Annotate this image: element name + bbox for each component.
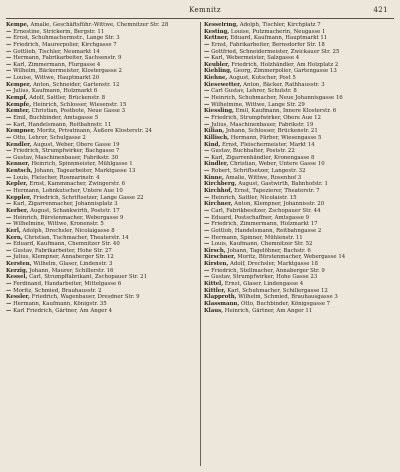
directory-entry xyxy=(204,102,396,108)
entry-surname: Kiessling, xyxy=(204,108,234,115)
entry-surname: — xyxy=(6,201,12,208)
entry-surname: — xyxy=(204,101,210,108)
directory-entry xyxy=(6,55,198,61)
directory-entry xyxy=(204,301,396,307)
directory-entry xyxy=(204,221,396,227)
entry-details: August, Gastwirth, Bahnhofstr. 1 xyxy=(238,181,328,188)
entry-surname: Kirchner, xyxy=(204,201,233,208)
directory-entry xyxy=(204,55,396,61)
entry-surname: Kern, xyxy=(6,234,23,241)
directory-entry xyxy=(204,148,396,154)
entry-details: Moritz, Privatmann, Äußere Klosterstr. 24 xyxy=(36,128,152,135)
entry-surname: — xyxy=(204,274,210,281)
entry-surname: Kessler, xyxy=(6,294,30,301)
entry-surname: Kerzig, xyxy=(6,267,28,274)
entry-surname: — xyxy=(6,75,12,82)
entry-details: Louise, Putzmacherin, Neugasse 1 xyxy=(230,28,326,35)
directory-entry xyxy=(204,35,396,41)
entry-surname: Kessel, xyxy=(6,274,28,281)
directory-entry xyxy=(6,122,198,128)
directory-entry xyxy=(6,175,198,181)
directory-entry xyxy=(204,128,396,134)
entry-surname: Kempe, xyxy=(6,22,29,28)
directory-entry xyxy=(6,195,198,201)
directory-entry xyxy=(204,161,396,167)
entry-details: Carl Gustav, Lehrer, Schulstr. 8 xyxy=(211,88,297,95)
entry-surname: — xyxy=(204,154,210,161)
entry-surname: Kirsten, xyxy=(204,261,229,268)
entry-details: Karl, Schuhmacher, Schillergasse 12 xyxy=(227,287,328,294)
directory-entry xyxy=(204,49,396,55)
entry-surname: — xyxy=(6,300,12,307)
entry-surname: — xyxy=(6,221,12,228)
directory-entry xyxy=(6,88,198,94)
directory-entry xyxy=(204,22,396,28)
entry-surname: — xyxy=(6,148,12,155)
entry-details: Julius, Maschinenbauer, Fabrikstr. 19 xyxy=(211,121,314,128)
entry-details: Julius, Kaufmann, Holzmarkt 6 xyxy=(13,88,98,95)
entry-surname: — xyxy=(6,254,12,261)
entry-surname: Kiesewetter, xyxy=(204,81,242,88)
entry-details: Emil, Buchbinder, Amtsgasse 5 xyxy=(13,114,99,121)
entry-surname: — xyxy=(6,35,12,42)
entry-details: Adolf, Sattler, Brückenstr. 8 xyxy=(29,95,106,102)
entry-surname: — xyxy=(204,234,210,241)
entry-details: Karl, Webermeister, Salzgasse 4 xyxy=(211,55,300,62)
directory-entry xyxy=(204,115,396,121)
directory-entry xyxy=(6,301,198,307)
entry-surname: — xyxy=(6,41,12,48)
directory-entry xyxy=(204,281,396,287)
entry-surname: Kittler, xyxy=(204,287,226,294)
entry-details: Heinrich, Spinnmeister, Mühlgasse 1 xyxy=(31,161,133,168)
entry-details: Anton, Klempner, Johannisstr. 20 xyxy=(234,201,325,208)
directory-entry xyxy=(6,62,198,68)
entry-details: Adolph, Drechsler, Nicolaigasse 8 xyxy=(22,227,115,234)
entry-surname: — xyxy=(204,41,210,48)
entry-details: Johann, Tagelöhner, Bachstr. 6 xyxy=(227,247,311,254)
entry-details: Moritz, Bürstenmacher, Webergasse 14 xyxy=(237,254,346,261)
directory-entry xyxy=(204,288,396,294)
entry-details: Carl, Fabrikbesitzer, Zschopauer Str. 44 xyxy=(211,207,321,214)
directory-entry xyxy=(204,75,396,81)
entry-surname: Keppler, xyxy=(6,194,32,201)
entry-details: Ferdinand, Handarbeiter, Mittelgasse 6 xyxy=(13,280,122,287)
entry-surname: Klapproth, xyxy=(204,294,237,301)
entry-surname: — xyxy=(6,247,12,254)
entry-details: Wilhelmine, Wittwe, Kronenstr. 5 xyxy=(13,221,104,228)
directory-entry xyxy=(204,241,396,247)
column-divider xyxy=(200,22,201,466)
entry-surname: — xyxy=(6,214,12,221)
directory-entry xyxy=(6,248,198,254)
directory-entry xyxy=(204,88,396,94)
entry-details: Anton, Bäcker, Rathhausstr. 3 xyxy=(243,81,325,88)
directory-entry xyxy=(6,128,198,134)
entry-surname: Keubler, xyxy=(204,61,230,68)
entry-details: Gustav, Fabrikarbeiter, Hohe Str. 27 xyxy=(13,247,112,254)
entry-surname: — xyxy=(6,88,12,95)
entry-details: Gottlob, Handelsmann, Reitbahngasse 2 xyxy=(211,227,322,234)
entry-surname: Kenner, xyxy=(6,161,30,168)
entry-details: Adolph, Tischler, Kirchplatz 7 xyxy=(239,22,321,28)
entry-details: Wilhelmine, Wittwe, Lange Str. 29 xyxy=(211,101,305,108)
entry-surname: — xyxy=(204,48,210,55)
entry-surname: — xyxy=(6,121,12,128)
entry-details: Gustav, Strumpfwirker, Hohe Gasse 23 xyxy=(211,274,318,281)
directory-entry xyxy=(6,261,198,267)
entry-details: Hermann, Spinner, Mühlenstr. 11 xyxy=(211,234,303,241)
entry-surname: — xyxy=(204,227,210,234)
directory-entry xyxy=(6,201,198,207)
directory-entry xyxy=(204,228,396,234)
directory-entry xyxy=(204,62,396,68)
directory-entry xyxy=(6,215,198,221)
directory-entry xyxy=(204,155,396,161)
entry-surname: Kittel, xyxy=(204,280,224,287)
entry-details: Hermann, Färber, Wiesengasse 5 xyxy=(230,134,322,141)
entry-details: Eduard, Kaufmann, Hauptmarkt 11 xyxy=(230,35,328,42)
entry-surname: — xyxy=(6,55,12,62)
entry-surname: — xyxy=(6,48,12,55)
entry-surname: — xyxy=(6,174,12,181)
entry-details: Otto, Lehrer, Schulgasse 2 xyxy=(13,134,86,141)
entry-details: Christian, Postbote, Neue Gasse 3 xyxy=(31,108,126,115)
entry-surname: — xyxy=(204,194,210,201)
entry-surname: — xyxy=(204,221,210,228)
entry-details: Wilhelm, Schmied, Brauhausgasse 3 xyxy=(238,294,338,301)
entry-details: Moritz, Schmied, Brauhausstr. 2 xyxy=(13,287,102,294)
entry-surname: — xyxy=(204,114,210,121)
entry-surname: Kirsch, xyxy=(204,247,226,254)
directory-entry xyxy=(6,75,198,81)
entry-details: Adolf, Drechsler, Marktgasse 18 xyxy=(230,261,318,268)
directory-entry xyxy=(204,108,396,114)
entry-surname: Kirschner, xyxy=(204,254,236,261)
directory-entry xyxy=(6,168,198,174)
directory-entry xyxy=(6,68,198,74)
entry-details: Friedrich, Wagenbauer, Dresdner Str. 9 xyxy=(31,294,140,301)
directory-entry xyxy=(6,274,198,280)
directory-entry xyxy=(6,294,198,300)
entry-details: Friedrich, Schriftsetzer, Lange Gasse 22 xyxy=(33,194,144,201)
entry-details: Friedrich, Zimmermann, Holzmarkt 17 xyxy=(211,221,318,228)
directory-entry xyxy=(6,102,198,108)
entry-surname: — xyxy=(204,168,210,175)
directory-entry xyxy=(204,29,396,35)
entry-details: Ernst, Tapezierer, Theaterstr. 7 xyxy=(234,188,320,195)
entry-surname: — xyxy=(6,241,12,248)
entry-surname: Kettner, xyxy=(204,35,229,42)
entry-details: Christian, Tuchmacher, Theaterstr. 14 xyxy=(24,234,129,241)
directory-entry xyxy=(204,181,396,187)
entry-details: Karl, Zigarrenmacher, Johannisplatz 3 xyxy=(13,201,118,208)
directory-entry xyxy=(204,188,396,194)
entry-details: Hermann, Kaufmann, Königstr. 35 xyxy=(13,300,107,307)
directory-entry xyxy=(6,142,198,148)
entry-surname: Kiehling, xyxy=(204,68,232,75)
entry-details: Hermann, Fabrikarbeiter, Sachsenstr. 9 xyxy=(13,55,122,62)
entry-surname: Killisch, xyxy=(204,134,229,141)
directory-entry xyxy=(6,181,198,187)
entry-surname: Kemter, xyxy=(6,108,30,115)
entry-surname: Kiehne, xyxy=(204,75,228,82)
directory-entry xyxy=(204,195,396,201)
directory-entry xyxy=(204,95,396,101)
directory-entry xyxy=(204,122,396,128)
entry-surname: — xyxy=(204,55,210,62)
entry-surname: Klaus, xyxy=(204,307,224,314)
entry-surname: — xyxy=(204,121,210,128)
entry-surname: Kindler, xyxy=(204,161,229,168)
entry-surname: — xyxy=(6,28,12,35)
entry-details: Friedrich, Holzhändler, Am Holzplatz 2 xyxy=(231,61,339,68)
directory-entry xyxy=(6,281,198,287)
entry-surname: Klassmann, xyxy=(204,300,240,307)
entry-details: Emil, Kaufmann, Innere Klosterstr. 6 xyxy=(235,108,337,115)
entry-details: Ernst, Schuhmachermstr., Lange Str. 3 xyxy=(13,35,120,42)
entry-details: Friedrich, Strumpfwirker, Obere Aue 12 xyxy=(211,114,321,121)
entry-details: Karl Friedrich, Gärtner, Am Anger 4 xyxy=(13,307,113,314)
directory-entry xyxy=(6,241,198,247)
entry-surname: — xyxy=(204,267,210,274)
entry-surname: Kepler, xyxy=(6,181,28,188)
entry-details: Gottfried, Schneidermeister, Zwickauer Str. 25 xyxy=(211,48,340,55)
entry-details: Ernst, Fabrikarbeiter, Bernsdorfer Str. 18 xyxy=(211,41,325,48)
entry-details: Johann, Maurer, Schillerstr. 16 xyxy=(29,267,114,274)
entry-surname: Kilian, xyxy=(204,128,225,135)
left-column xyxy=(6,22,198,468)
entry-surname: — xyxy=(6,61,12,68)
entry-surname: Kerl, xyxy=(6,227,21,234)
entry-surname: — xyxy=(204,148,210,155)
directory-entry xyxy=(204,201,396,207)
directory-entry xyxy=(204,208,396,214)
entry-surname: Kersten, xyxy=(6,261,32,268)
entry-details: Friedrich, Maurerpolier, Kirchgasse 7 xyxy=(13,41,117,48)
directory-entry xyxy=(6,42,198,48)
entry-surname: Kirchberg, xyxy=(204,181,237,188)
entry-surname: Kinne, xyxy=(204,174,224,181)
directory-entry xyxy=(6,108,198,114)
entry-details: Hermann, Lohnkutscher, Untere Aue 10 xyxy=(13,188,123,195)
directory-entry xyxy=(204,261,396,267)
entry-surname: — xyxy=(204,88,210,95)
directory-entry xyxy=(6,82,198,88)
entry-details: Gottlieb, Tischler, Neumarkt 14 xyxy=(13,48,100,55)
entry-details: Karl, Zigarrenhändler, Kronengasse 8 xyxy=(211,154,315,161)
entry-details: Heinrich, Schuhmacher, Neue Johannisgasse 16 xyxy=(211,95,343,102)
running-head xyxy=(0,6,400,18)
header-rule xyxy=(6,18,394,19)
directory-entry xyxy=(6,308,198,314)
entry-surname: — xyxy=(6,134,12,141)
entry-surname: — xyxy=(6,114,12,121)
directory-entry xyxy=(204,82,396,88)
directory-entry xyxy=(204,68,396,74)
directory-entry xyxy=(204,248,396,254)
directory-entry xyxy=(6,288,198,294)
entry-details: Friedrich, Strumpfwirker, Bachgasse 7 xyxy=(13,148,120,155)
entry-details: Johann, Schlosser, Brückenstr. 21 xyxy=(225,128,318,135)
directory-entry xyxy=(6,228,198,234)
entry-details: Carl, Strumpffabrikant, Zschopauer Str. 21 xyxy=(29,274,148,281)
entry-surname: — xyxy=(6,188,12,195)
directory-entry xyxy=(6,95,198,101)
entry-details: Ernestine, Strickerin, Bergstr. 11 xyxy=(13,28,105,35)
entry-surname: Kempf, xyxy=(6,95,28,102)
entry-details: Karl, Zimmermann, Flurgasse 4 xyxy=(13,61,101,68)
entry-details: August, Weber, Obere Gasse 19 xyxy=(33,141,120,148)
directory-entry xyxy=(6,49,198,55)
entry-details: Christian, Weber, Untere Gasse 10 xyxy=(229,161,325,168)
entry-surname: — xyxy=(204,95,210,102)
entry-surname: — xyxy=(204,241,210,248)
entry-details: Wilhelm, Glaser, Lindenstr. 3 xyxy=(33,261,113,268)
entry-details: Amalie, Wittwe, Rosenhof 3 xyxy=(225,174,302,181)
entry-details: Eduard, Postschaffner, Amtsgasse 9 xyxy=(211,214,310,221)
directory-entry xyxy=(6,115,198,121)
entry-surname: — xyxy=(6,280,12,287)
entry-details: Otto, Buchbinder, Königsgasse 7 xyxy=(240,300,331,307)
entry-surname: Kempner, xyxy=(6,128,36,135)
directory-entry xyxy=(6,148,198,154)
entry-surname: — xyxy=(204,214,210,221)
directory-entry xyxy=(204,274,396,280)
directory-entry xyxy=(204,42,396,48)
entry-details: Johann, Tagearbeiter, Marktgasse 13 xyxy=(34,168,136,175)
entry-details: August, Schankwirth, Poststr. 17 xyxy=(30,207,120,214)
entry-surname: Kind, xyxy=(204,141,221,148)
entry-surname: Kendler, xyxy=(6,141,32,148)
entry-surname: — xyxy=(6,287,12,294)
directory-entry xyxy=(6,254,198,260)
entry-surname: Kemper, xyxy=(6,81,32,88)
entry-details: Ernst, Fleischermeister, Markt 14 xyxy=(222,141,315,148)
directory-entry xyxy=(6,35,198,41)
entry-details: Amalie, Geschäftsführ.-Wittwe, Chemnitzer Str. 28 xyxy=(30,22,169,28)
directory-entry xyxy=(204,294,396,300)
directory-entry xyxy=(204,254,396,260)
entry-details: Louis, Fleischer, Rosmarinstr. 4 xyxy=(13,174,100,181)
directory-entry xyxy=(204,235,396,241)
entry-details: Eduard, Kaufmann, Chemnitzer Str. 40 xyxy=(13,241,120,248)
entry-surname: Kerber, xyxy=(6,207,29,214)
directory-entry xyxy=(6,221,198,227)
directory-entry xyxy=(204,142,396,148)
entry-surname: — xyxy=(6,68,12,75)
directory-entry xyxy=(6,188,198,194)
entry-details: Robert, Schriftsetzer, Langestr. 32 xyxy=(211,168,306,175)
entry-details: Louise, Wittwe, Hauptmarkt 20 xyxy=(13,75,100,82)
right-column xyxy=(204,22,396,468)
entry-surname: Kirchhof, xyxy=(204,188,233,195)
directory-entry xyxy=(6,235,198,241)
directory-entry xyxy=(6,208,198,214)
entry-details: Heinrich, Gärtner, Am Anger 11 xyxy=(224,307,313,314)
directory-entry xyxy=(204,215,396,221)
directory-entry xyxy=(6,155,198,161)
entry-surname: Kesting, xyxy=(204,28,230,35)
page-number: 421 xyxy=(373,6,388,14)
entry-details: August, Kutscher, Post 5 xyxy=(229,75,296,82)
entry-details: Georg, Zimmerpolier, Gartengasse 13 xyxy=(233,68,337,75)
entry-details: Ernst, Glaser, Lindengasse 4 xyxy=(224,280,304,287)
entry-surname: Kentsch, xyxy=(6,168,33,175)
running-head-title: Kemnitz xyxy=(189,6,221,14)
entry-details: Gustav, Maschinenbauer, Fabrikstr. 30 xyxy=(13,154,119,161)
entry-details: Heinrich, Bürstenmacher, Webergasse 9 xyxy=(13,214,124,221)
directory-entry xyxy=(6,135,198,141)
directory-entry xyxy=(6,161,198,167)
entry-details: Anton, Schneider, Gartenstr. 12 xyxy=(32,81,120,88)
entry-surname: — xyxy=(6,154,12,161)
directory-entry xyxy=(6,29,198,35)
directory-entry xyxy=(204,308,396,314)
directory-entry xyxy=(204,168,396,174)
entry-surname: — xyxy=(204,207,210,214)
directory-entry xyxy=(204,268,396,274)
entry-details: Friedrich, Stellmacher, Annaberger Str. 9 xyxy=(211,267,325,274)
entry-surname: Kesselring, xyxy=(204,22,238,28)
entry-surname: Kempfe, xyxy=(6,101,32,108)
entry-details: Karl, Handelsmann, Reitbahnstr. 11 xyxy=(13,121,112,128)
directory-entry xyxy=(204,135,396,141)
entry-details: Ernst, Kammmacher, Zwingerstr. 6 xyxy=(29,181,126,188)
entry-details: Julius, Klempner, Annaberger Str. 12 xyxy=(13,254,114,261)
entry-details: Gustav, Buchhalter, Poststr. 22 xyxy=(211,148,295,155)
entry-details: Heinrich, Sattler, Nicolaistr. 15 xyxy=(211,194,297,201)
directory-entry xyxy=(204,175,396,181)
entry-surname: — xyxy=(6,307,12,314)
entry-details: Louis, Kaufmann, Chemnitzer Str. 52 xyxy=(211,241,313,248)
entry-details: Wilhelm, Bäckermeister, Klostergasse 2 xyxy=(13,68,122,75)
directory-entry xyxy=(6,268,198,274)
entry-details: Heinrich, Schlosser, Wiesenstr. 15 xyxy=(32,101,127,108)
directory-entry xyxy=(6,22,198,28)
